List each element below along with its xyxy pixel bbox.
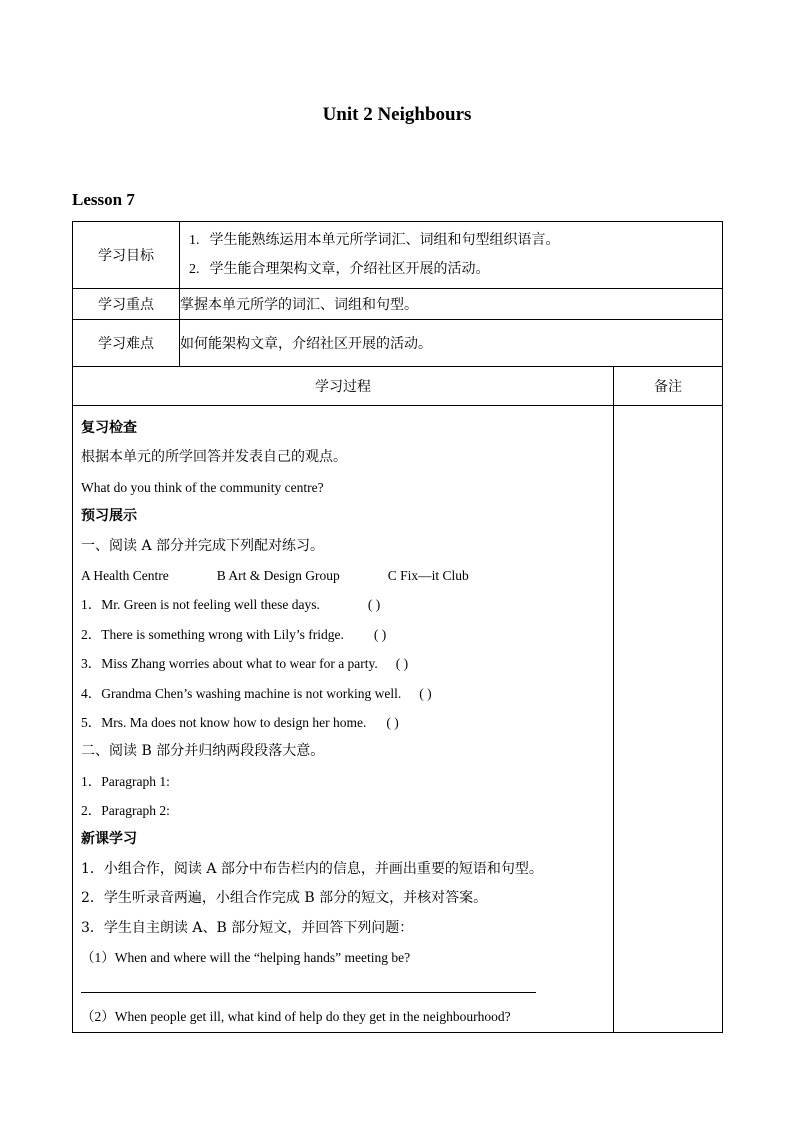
matching-item: 5．Mrs. Ma does not know how to design her home. ( ): [81, 714, 399, 730]
process-header-row: [73, 367, 723, 406]
new-lesson-step: 3．学生自主朗读 A、B 部分短文，并回答下列问题：: [81, 919, 414, 936]
new-lesson-step: 1．小组合作，阅读 A 部分中布告栏内的信息，并画出重要的短语和句型。: [81, 860, 543, 877]
question-item: （2）When people get ill, what kind of help do they get in the neighbourhood?: [81, 1009, 511, 1025]
answer-blank: ( ): [367, 597, 381, 613]
preview-part1: 一、阅读 A 部分并完成下列配对练习。: [81, 537, 325, 554]
paragraph-item: 1．Paragraph 1:: [81, 773, 170, 789]
goal-item: 1. 学生能熟练运用本单元所学词汇、词组和句型组织语言。: [189, 232, 560, 248]
answer-line: [81, 972, 536, 993]
goals-row: [73, 222, 723, 289]
answer-blank: ( ): [386, 714, 399, 730]
lesson-heading: Lesson 7: [72, 190, 135, 209]
option-a: A Health Centre: [81, 567, 169, 583]
review-question: What do you think of the community centre?: [81, 479, 324, 495]
matching-item: 3．Miss Zhang worries about what to wear for a party. ( ): [81, 656, 409, 672]
notes-column: [614, 406, 723, 1033]
preview-heading: 预习展示: [81, 508, 137, 525]
option-b: B Art & Design Group: [216, 567, 340, 583]
review-instruction: 根据本单元的所学回答并发表自己的观点。: [81, 449, 347, 466]
difficulties-text: 如何能架构文章，介绍社区开展的活动。: [180, 320, 723, 367]
answer-blank: ( ): [373, 626, 387, 642]
key-points-row: [73, 289, 723, 320]
matching-item: 2．There is something wrong with Lily’s fridge. ( ): [81, 626, 387, 642]
matching-item: 1．Mr. Green is not feeling well these days. ( ): [81, 597, 381, 613]
key-points-text: 掌握本单元所学的词汇、词组和句型。: [180, 289, 723, 320]
new-lesson-step: 2．学生听录音两遍，小组合作完成 B 部分的短文，并核对答案。: [81, 890, 488, 907]
notes-header: 备注: [614, 367, 723, 406]
process-header: 学习过程: [73, 367, 614, 406]
question-item: （1）When and where will the “helping hands” meeting be?: [81, 950, 411, 966]
answer-blank: ( ): [419, 685, 432, 701]
paragraph-item: 2．Paragraph 2:: [81, 803, 170, 819]
process-content: [73, 406, 614, 1033]
key-points-label: 学习重点: [73, 289, 180, 320]
matching-options: [81, 561, 607, 590]
new-lesson-heading: 新课学习: [81, 831, 137, 848]
review-heading: 复习检查: [81, 420, 137, 436]
goal-item: 2. 学生能合理架构文章，介绍社区开展的活动。: [189, 261, 490, 277]
lesson-plan-table: [72, 221, 723, 1033]
process-body-row: [73, 406, 723, 1033]
preview-part2: 二、阅读 B 部分并归纳两段段落大意。: [81, 743, 325, 760]
answer-blank: ( ): [395, 656, 409, 672]
option-c: C Fix—it Club: [387, 567, 469, 583]
difficulties-row: [73, 320, 723, 367]
goals-cell: [180, 222, 723, 289]
goals-label: 学习目标: [73, 222, 180, 289]
matching-item: 4．Grandma Chen’s washing machine is not working well. ( ): [81, 685, 432, 701]
page-title: Unit 2 Neighbours: [322, 104, 472, 125]
difficulties-label: 学习难点: [73, 320, 180, 367]
